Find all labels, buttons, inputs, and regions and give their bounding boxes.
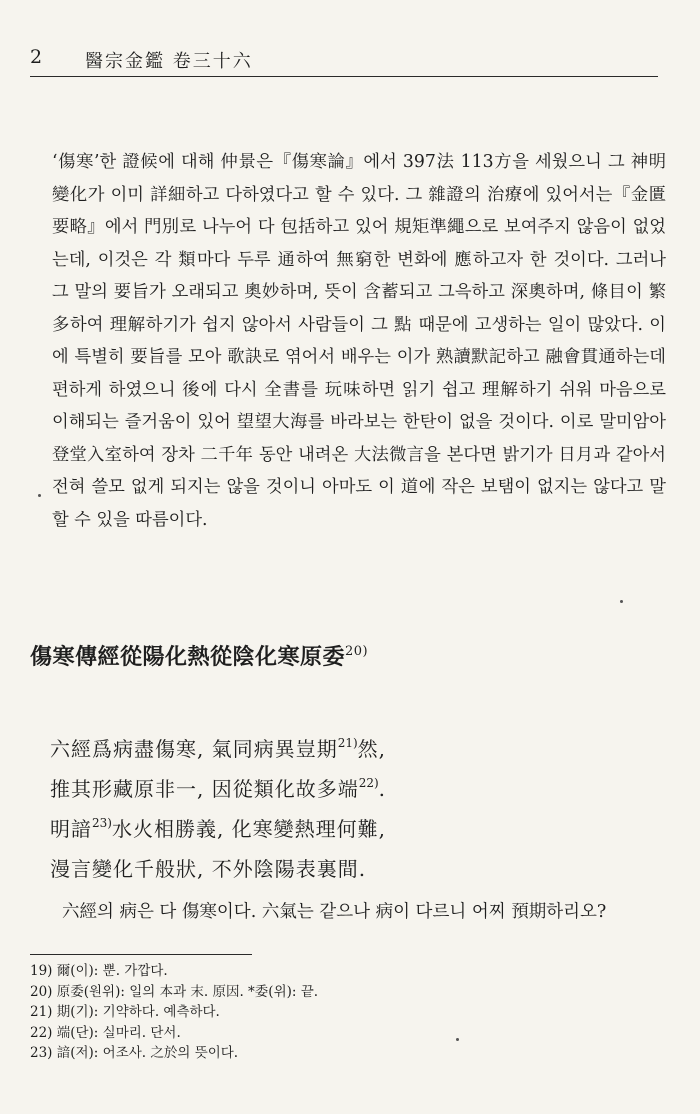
verse-tail: .	[378, 777, 387, 801]
section-heading-footnote-ref: 20)	[345, 644, 369, 659]
verse-text: 推其形藏原非一, 因從類化故多端	[50, 777, 359, 801]
footnotes-list	[30, 961, 318, 1064]
running-title: 醫宗金鑑 卷三十六	[85, 51, 253, 72]
footnote: 23) 諳(저): 어조사. 之於의 뜻이다.	[30, 1045, 239, 1061]
verse-text: 明諳	[50, 817, 92, 841]
verse-footnote-ref: 21)	[337, 736, 358, 750]
verse-tail: 水火相勝義, 化寒變熱理何難,	[111, 817, 387, 841]
verse-text: 六經爲病盡傷寒, 氣同病異豈期	[50, 737, 338, 761]
footnote: 21) 期(기): 기약하다. 예측하다.	[30, 1004, 220, 1020]
verse-block	[50, 726, 386, 886]
section-heading	[30, 640, 368, 671]
verse-line	[50, 806, 386, 846]
verse-line	[50, 846, 386, 886]
footnote: 19) 爾(이): 뿐. 가깝다.	[30, 963, 168, 979]
footnote: 20) 原委(원위): 일의 本과 末. 原因. *委(위): 끝.	[30, 983, 319, 1000]
verse-footnote-ref: 22)	[358, 776, 379, 790]
header-rule	[30, 76, 658, 77]
verse-footnote-ref: 23)	[92, 816, 112, 830]
verse-translation: 六經의 病은 다 傷寒이다. 六氣는 같으나 病이 다르니 어찌 預期하리오?	[62, 902, 607, 922]
page-number: 2	[30, 46, 43, 68]
verse-text: 漫言變化千般狀, 不外陰陽表裏間.	[50, 857, 367, 881]
scan-speck	[456, 1038, 459, 1041]
body-paragraph: ‘傷寒’한 證候에 대해 仲景은『傷寒論』에서 397法 113方을 세웠으니 그 神明變化가 이미 詳細하고 다하였다고 할 수 있다. 그 雜證의 治療에 있어서는『金匱要略』에서 門別로 나누어 다 包括하고 있어 規矩準繩으로 보여주지 않음이 없었는데, 이것은 각 類마다 두루 通하여 無窮한 변화에 應하고자 한 것이다. 그러나 그 말의 要旨가 오래되고 奧妙하며, 뜻이 含蓄되고 그윽하고 深奧하며, 條目이 繁多하여 理解하기가 쉽지 않아서 사람들이 그 點 때문에 고생하는 일이 많았다. 이에 특별히 要旨를 모아 歌訣로 엮어서 배우는 이가 熟讀默記하고 融會貫通하는데 편하게 하였으니 後에 다시 全書를 玩味하면 읽기 쉽고 理解하기 쉬워 마음으로 이해되는 즐거움이 있어 望望大海를 바라보는 한탄이 없을 것이다. 이로 말미암아 登堂入室하여 장차 二千年 동안 내려온 大法微言을 본다면 밝기가 日月과 같아서 전혀 쓸모 없게 되지는 않을 것이니 아마도 이 道에 작은 보탬이 없지는 않다고 말할 수 있을 따름이다.	[52, 152, 666, 530]
section-heading-text: 傷寒傳經從陽化熱從陰化寒原委	[30, 644, 346, 670]
scan-speck	[38, 494, 41, 497]
verse-line	[50, 766, 386, 806]
scan-speck	[620, 600, 623, 603]
page-header	[30, 46, 660, 74]
footnote: 22) 端(단): 실마리. 단서.	[30, 1024, 181, 1041]
verse-tail: 然,	[357, 737, 387, 761]
footnote-rule	[30, 954, 252, 955]
verse-line	[50, 726, 386, 766]
